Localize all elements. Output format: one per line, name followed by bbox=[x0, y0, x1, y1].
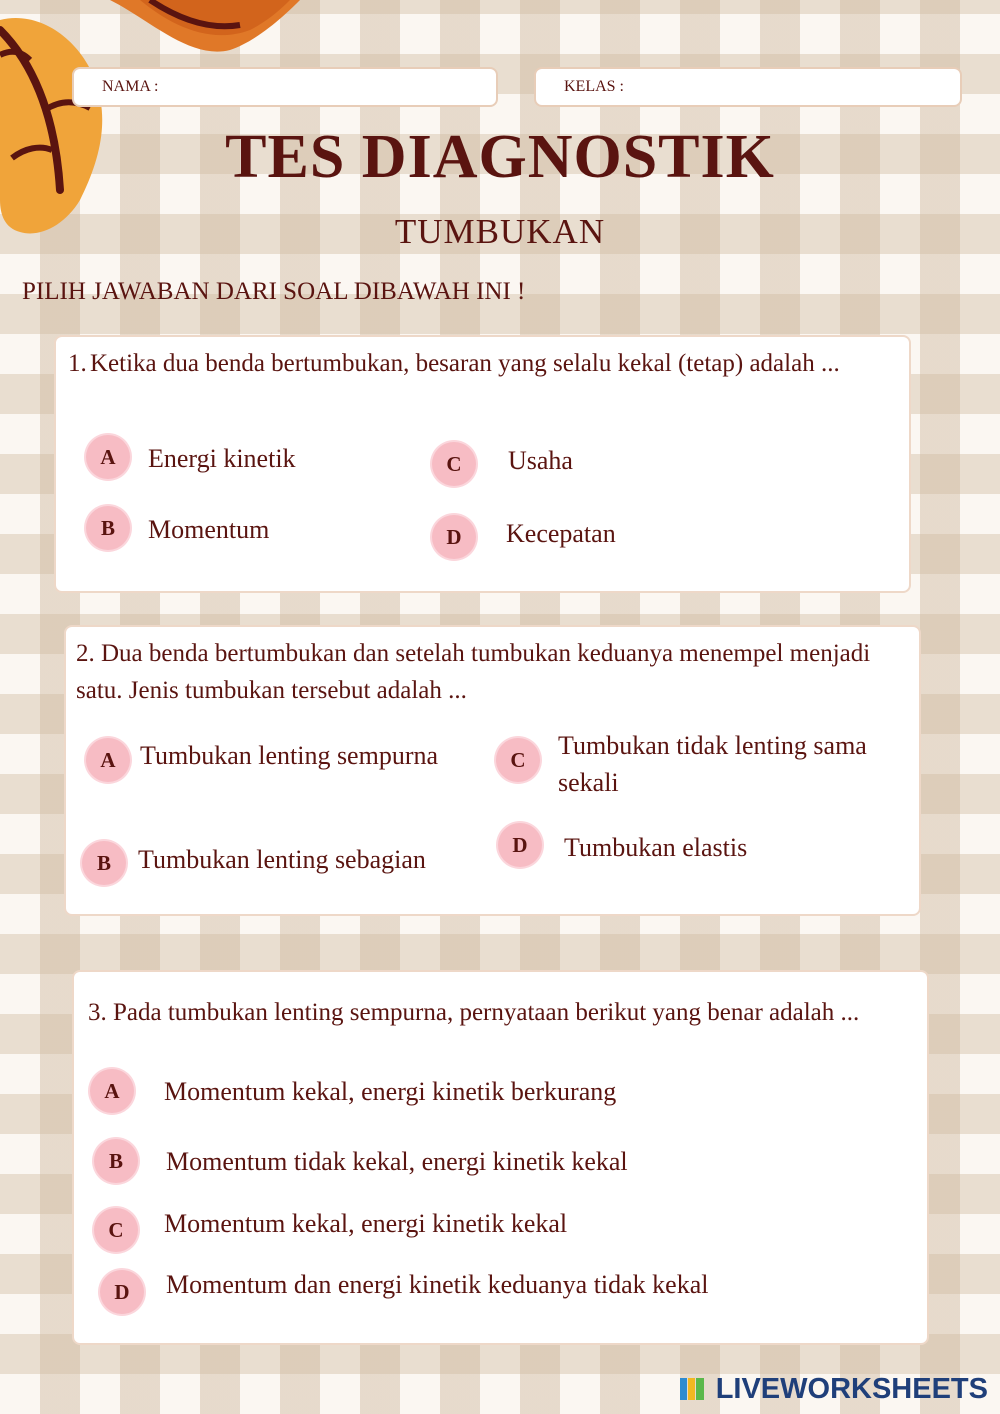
option-c-text[interactable]: Usaha bbox=[508, 446, 573, 475]
option-b-badge[interactable]: B bbox=[94, 1139, 138, 1183]
kelas-field[interactable] bbox=[534, 67, 962, 107]
option-d-badge[interactable]: D bbox=[498, 823, 542, 867]
question-card-2 bbox=[64, 625, 921, 916]
option-d-text[interactable]: Momentum dan energi kinetik keduanya tidak kekal bbox=[166, 1270, 709, 1299]
question-1-text: Ketika dua benda bertumbukan, besaran yang selalu kekal (tetap) adalah ... bbox=[90, 350, 840, 377]
option-b-text[interactable]: Momentum bbox=[148, 515, 270, 544]
page-subtitle: TUMBUKAN bbox=[394, 212, 606, 251]
kelas-label: KELAS : bbox=[564, 78, 624, 95]
question-3-text: 3. Pada tumbukan lenting sempurna, pernyataan berikut yang benar adalah ... bbox=[88, 999, 860, 1026]
option-b-badge[interactable]: B bbox=[86, 506, 130, 550]
option-c-text[interactable]: Momentum kekal, energi kinetik kekal bbox=[164, 1209, 568, 1238]
liveworksheets-brand: LIVEWORKSHEETS bbox=[715, 1373, 988, 1405]
liveworksheets-logo-icon bbox=[680, 1378, 704, 1400]
instruction-text: PILIH JAWABAN DARI SOAL DIBAWAH INI ! bbox=[22, 278, 526, 305]
option-b-badge[interactable]: B bbox=[82, 841, 126, 885]
option-a-badge[interactable]: A bbox=[86, 738, 130, 782]
question-card-3 bbox=[72, 970, 929, 1345]
option-d-text[interactable]: Tumbukan elastis bbox=[564, 833, 748, 862]
nama-label: NAMA : bbox=[102, 78, 159, 95]
question-1-number: 1. bbox=[68, 350, 87, 377]
question-card-1 bbox=[54, 335, 911, 593]
option-a-text[interactable]: Momentum kekal, energi kinetik berkurang bbox=[164, 1077, 617, 1106]
option-d-text[interactable]: Kecepatan bbox=[506, 519, 616, 548]
option-c-text[interactable]: Tumbukan tidak lenting sama sekali bbox=[558, 731, 867, 797]
option-c-badge[interactable]: C bbox=[432, 442, 476, 486]
option-d-badge[interactable]: D bbox=[100, 1270, 144, 1314]
nama-field[interactable] bbox=[72, 67, 498, 107]
option-a-badge[interactable]: A bbox=[86, 435, 130, 479]
option-c-badge[interactable]: C bbox=[496, 738, 540, 782]
page-title: TES DIAGNOSTIK bbox=[225, 123, 775, 191]
option-b-text[interactable]: Tumbukan lenting sebagian bbox=[138, 845, 426, 874]
option-a-text[interactable]: Energi kinetik bbox=[148, 444, 296, 473]
option-d-badge[interactable]: D bbox=[432, 515, 476, 559]
autumn-leaves-decoration bbox=[0, 0, 320, 240]
option-b-text[interactable]: Momentum tidak kekal, energi kinetik kekal bbox=[166, 1147, 628, 1176]
question-2-text: 2. Dua benda bertumbukan dan setelah tumbukan keduanya menempel menjadi satu. Jenis tumbukan tersebut adalah ... bbox=[76, 640, 871, 704]
option-a-badge[interactable]: A bbox=[90, 1069, 134, 1113]
option-a-text[interactable]: Tumbukan lenting sempurna bbox=[140, 741, 439, 770]
option-c-badge[interactable]: C bbox=[94, 1208, 138, 1252]
